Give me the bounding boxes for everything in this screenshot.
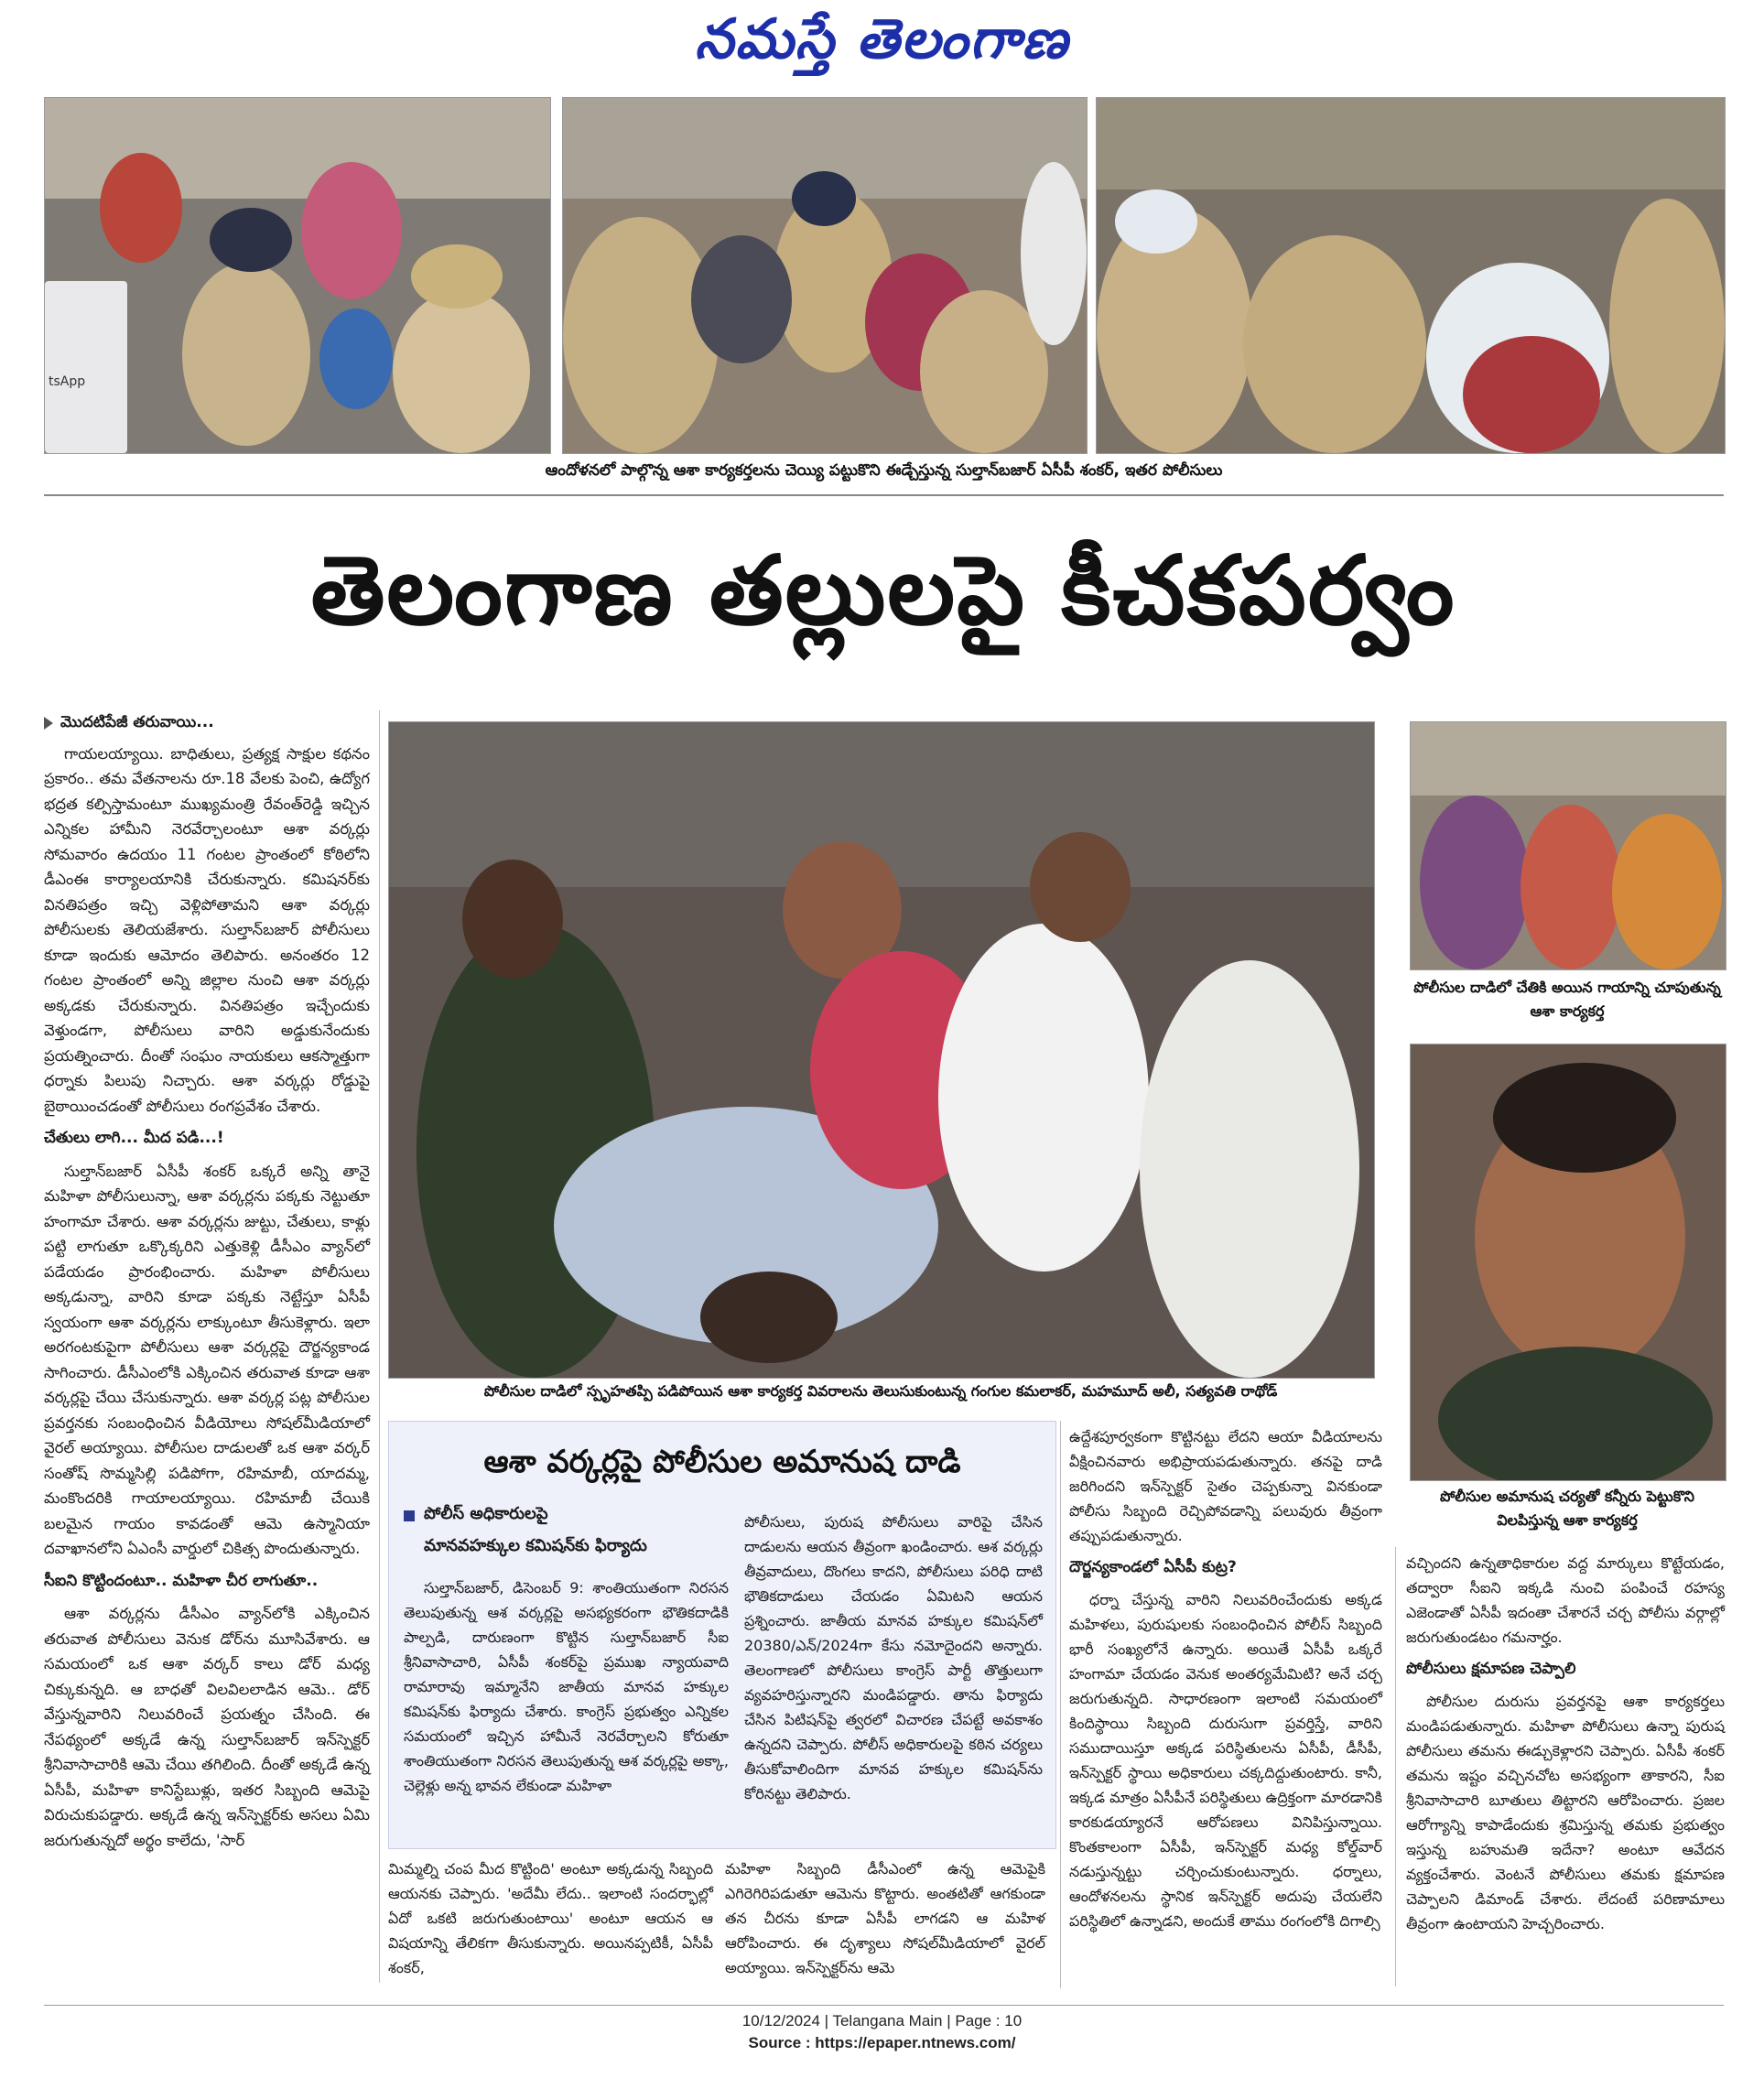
subheading: సీఐని కొట్టిందంటూ.. మహిళా చీర లాగుతూ.. [44, 1571, 319, 1590]
top-photo-2 [562, 97, 1088, 454]
subheading: చేతులు లాగి... మీద పడి...! [44, 1129, 224, 1147]
main-headline: తెలంగాణ తల్లులపై కీచకపర్వం [310, 535, 1456, 646]
right-photo-2-caption: పోలీసుల అమానుష చర్యతో కన్నీరు పెట్టుకొని విలపిస్తున్న ఆశా కార్యకర్త [1439, 1488, 1695, 1529]
column-5: వచ్చిందని ఉన్నతాధికారుల వద్ద మార్కులు కొట్టేయడం, తద్వారా సీఐని ఇక్కడి నుంచి పంపించే రహస్య ఎజెండాతో ఏసీపీ ఇదంతా చేశారనే చర్చ పోలీసు వర్గాల్లో జరుగుతుండటం గమనార్హం. పోలీసులు క్షమాపణ చెప్పాలి పోలీసుల దురుసు ప్రవర్తనపై ఆశా కార్యకర్తలు మండిపడుతున్నారు. మహిళా పోలీసులు ఉన్నా పురుష పోలీసులు తమను ఈడ్చుకెళ్లారని చెప్పారు. ఏసీపీ శంకర్ తమను ఇష్టం వచ్చినచోట అసభ్యంగా తాకారని, సీఐ శ్రీనివాసాచారి బూతులు తిట్టారని ఆరోపించారు. ప్రజల ఆరోగ్యాన్ని కాపాడేందుకు శ్రమిస్తున్న తమకు ప్రభుత్వం ఇస్తున్న బహుమతి ఇదేనా? అంటూ ఆవేదన వ్యక్తంచేశారు. వెంటనే పోలీసులు తమకు క్షమాపణ చెప్పాలని డిమాండ్ చేశారు. లేదంటే పరిణామాలు తీవ్రంగా ఉంటాయని హెచ్చరించారు. [1406, 1554, 1725, 1932]
divider [44, 494, 1724, 496]
article-paragraph: గాయలయ్యాయి. బాధితులు, ప్రత్యక్ష సాక్షుల కథనం ప్రకారం.. తమ వేతనాలను రూ.18 వేలకు పెంచి, ఉద్యోగ భద్రత కల్పిస్తామంటూ ముఖ్యమంత్రి రేవంత్‌రెడ్డి ఇచ్చిన ఎన్నికల హామీని నెరవేర్చాలంటూ ఆశా వర్కర్లు సోమవారం ఉదయం 11 గంటల ప్రాంతంలో కోఠిలోని డీఎంఈ కార్యాలయానికి చేరుకున్నారు. కమిషనర్‌కు వినతిపత్రం ఇచ్చి వెళ్లిపోతామని ఆశా వర్కర్లు పోలీసులకు తెలియజేశారు. సుల్తాన్‌బజార్ పోలీసులు కూడా ఇందుకు ఆమోదం తెలిపారు. అనంతరం 12 గంటల ప్రాంతంలో అన్ని జిల్లాల నుంచి ఆశా వర్కర్లు అక్కడకు చేరుకున్నారు. వినతిపత్రం ఇచ్చేందుకు వెళ్తుండగా, పోలీసులు వారిని అడ్డుకునేందుకు ప్రయత్నించారు. దీంతో సంఘం నాయకులు ఆకస్మాత్తుగా ధర్నాకు పిలుపు నిచ్చారు. ఆశా వర్కర్లు రోడ్డుపై బైఠాయించడంతో పోలీసులు రంగప్రవేశం చేశారు. [44, 744, 370, 1115]
article-paragraph: ఆశా వర్కర్లను డీసీఎం వ్యాన్‌లోకి ఎక్కించిన తరువాత పోలీసులు వెనుక డోర్‌ను మూసివేశారు. ఆ సమయంలో ఒక ఆశా వర్కర్ కాలు డోర్ మధ్య చిక్కుకున్నది. ఆ బాధతో విలవిలలాడిన ఆమె.. డోర్ వేస్తున్నవారిని నిలువరించే ప్రయత్నం చేసింది. ఈ నేపథ్యంలో అక్కడే ఉన్న సుల్తాన్‌బజార్ ఇన్‌స్పెక్టర్ శ్రీనివాసాచారికి ఆమె చేయి తగిలింది. దీంతో అక్కడే ఉన్న ఏసీపీ, మహిళా కానిస్టేబుళ్లు, ఇతర సిబ్బంది ఆమెపై విరుచుకుపడ్డారు. అక్కడే ఉన్న ఇన్‌స్పెక్టర్‌కు అసలు ఏమి జరుగుతున్నదో అర్థం కాలేదు, 'సార్ [44, 1605, 370, 1849]
sidebar-article-box [388, 1421, 1056, 1849]
box-column-2: పోలీసులు, పురుష పోలీసులు వారిపై చేసిన దాడులను ఆయన తీవ్రంగా ఖండించారు. ఆశ వర్కర్లు తీవ్రవాదులు, దొంగలు కాదని, పోలీసులు పరిధి దాటి భౌతికదాడులు చేయడం ఏమిటని ఆయన ప్రశ్నించారు. జాతీయ మానవ హక్కుల కమిషన్‌లో 20380/ఎన్/2024గా కేసు నమోదైందని అన్నారు. తెలంగాణలో పోలీసులు కాంగ్రెస్ పార్టీ తొత్తులుగా వ్యవహరిస్తున్నారని మండిపడ్డారు. తాను ఫిర్యాదు చేసిన పిటిషన్‌పై త్వరలో విచారణ చేపట్టే అవకాశం ఉన్నదని చెప్పారు. పోలీస్ అధికారులపై కఠిన చర్యలు తీసుకోవాలిందిగా మానవ హక్కుల కమిషన్‌ను కోరినట్టు తెలిపారు. [744, 1513, 1043, 1802]
continuation-label: మొదటిపేజీ తరువాయి... [44, 710, 370, 736]
article-paragraph: సుల్తాన్‌బజార్ ఏసీపీ శంకర్ ఒక్కరే అన్ని తానై మహిళా పోలీసులున్నా, ఆశా వర్కర్లను పక్కకు నెట్టుతూ హంగామా చేశారు. ఆశా వర్కర్లను జుట్టు, చేతులు, కాళ్లు పట్టి లాగుతూ ఒక్కొక్కరిని ఎత్తుకెళ్లి డీసీఎం వ్యాన్‌లో పడేయడం ప్రారంభించారు. మహిళా పోలీసులు అక్కడున్నా, వారిని కూడా పక్కకు నెట్టేస్తూ ఏసీపీ స్వయంగా ఆశా వర్కర్లను లాక్కుంటూ తీసుకెళ్లారు. ఇలా అరగంటకుపైగా పోలీసులు ఆశా వర్కర్లపై దౌర్జన్యకాండ సాగించారు. డీసీఎంలోకి ఎక్కించిన తరువాత కూడా ఆశా వర్కర్లపై చేయి చేసుకున్నారు. ఆశా వర్కర్ల పట్ల పోలీసుల ప్రవర్తనకు సంబంధించిన వీడియోలు సోషల్‌మీడియాలో వైరల్ అయ్యాయి. పోలీసుల దాడులతో ఒక ఆశా వర్కర్ సంతోష్ సొమ్మసిల్లి పడిపోగా, రహిమాబీ, యాదమ్మ, మంకొందరికి గాయాలయ్యాయి. రహిమాబీ చేయికి బలమైన గాయం కావడంతో ఆమె ఉస్మానియా దవాఖానలోని ఏఎంసీ వార్డులో చికిత్స పొందుతున్నారు. [44, 1162, 370, 1557]
subheading: పోలీసులు క్షమాపణ చెప్పాలి [1406, 1660, 1576, 1678]
bullet-icon [404, 1510, 415, 1521]
top-photo-3 [1096, 97, 1726, 454]
column-rule [379, 710, 380, 1983]
center-photo [388, 721, 1375, 1379]
right-photo-1-caption: పోలీసుల దాడిలో చేతికి అయిన గాయాన్ని చూపుతున్న ఆశా కార్యకర్త [1413, 979, 1721, 1020]
column-rule [1395, 1547, 1396, 1986]
masthead: నమస్తే తెలంగాణ [694, 7, 1070, 71]
footer-dateline: 10/12/2024 | Telangana Main | Page : 10 [741, 2012, 1023, 2029]
sign-text: tsApp [49, 374, 86, 389]
arrow-icon [44, 717, 53, 730]
top-photos-caption: ఆందోళనలో పాల్గొన్న ఆశా కార్యకర్తలను చెయ్యి పట్టుకొని ఈడ్చేస్తున్న సుల్తాన్‌బజార్ ఏసీపీ శంకర్, ఇతర పోలీసులు [545, 461, 1223, 480]
column-rule [1060, 1421, 1061, 1988]
box-column-1: సుల్తాన్‌బజార్, డిసెంబర్ 9: శాంతియుతంగా నిరసన తెలుపుతున్న ఆశ వర్కర్లపై అసభ్యకరంగా భౌతికదాడికి పాల్పడి, దారుణంగా కొట్టిన సుల్తాన్‌బజార్ సీఐ శ్రీనివాసాచారి, ఏసీపీ శంకర్‌పై ప్రముఖ న్యాయవాది రామారావు ఇమ్మానేని జాతీయ మానవ హక్కుల కమిషన్‌కు ఫిర్యాదు చేశారు. కాంగ్రెస్ ప్రభుత్వం ఎన్నికల సమయంలో ఇచ్చిన హామీనే నెరవేర్చాలని కోరుతూ శాంతియుతంగా నిరసన తెలుపుతున్న ఆశ వర్కర్లపై అక్కా, చెల్లెళ్లు అన్న భావన లేకుండా మహిళా [404, 1579, 729, 1794]
top-photo-1 [44, 97, 551, 454]
footer-rule [44, 2005, 1724, 2006]
footer-source: Source : https://epaper.ntnews.com/ [748, 2034, 1016, 2051]
center-photo-caption: పోలీసుల దాడిలో స్పృహతప్పి పడిపోయిన ఆశా కార్యకర్త వివరాలను తెలుసుకుంటున్న గంగుల కమలాకర్, మహమూద్ అలీ, సత్యవతి రాథోడ్ [483, 1382, 1278, 1400]
box-subheads: పోలీస్ అధికారులపై మానవహక్కుల కమిషన్‌కు ఫిర్యాదు [404, 1504, 742, 1559]
right-photo-2 [1410, 1044, 1726, 1481]
subheading: దౌర్జన్యకాండలో ఏసీపీ కుట్ర? [1069, 1558, 1237, 1576]
right-photo-1 [1410, 721, 1726, 970]
left-column [44, 710, 370, 1858]
below-box-column-2: మహిళా సిబ్బంది డీసీఎంలో ఉన్న ఆమెపైకి ఎగిరెగిరిపడుతూ ఆమెను కొట్టారు. అంతటితో ఆగకుండా తన చీరను కూడా ఏసీపీ లాగడని ఆ మహిళ ఆరోపించారు. ఈ దృశ్యాలు సోషల్‌మీడియాలో వైరల్ అయ్యాయి. ఇన్‌స్పెక్టర్‌ను ఆమె [725, 1860, 1045, 1976]
box-headline: ఆశా వర్కర్లపై పోలీసుల అమానుష దాడి [483, 1444, 961, 1480]
below-box-column-1: మిమ్మల్ని చంప మీద కొట్టింది' అంటూ అక్కడున్న సిబ్బంది ఆయనకు చెప్పారు. 'అదేమీ లేదు.. ఇలాంటి సందర్భాల్లో ఏదో ఒకటి జరుగుతుంటాయి' అంటూ ఆయన ఆ విషయాన్ని తేలికగా తీసుకున్నారు. అయినప్పటికీ, ఏసీపీ శంకర్, [388, 1860, 713, 1976]
source-link[interactable]: https://epaper.ntnews.com/ [815, 2034, 1016, 2051]
column-4: ఉద్దేశపూర్వకంగా కొట్టినట్టు లేదని ఆయా వీడియాలను వీక్షించినవారు అభిప్రాయపడుతున్నారు. తనపై దాడి జరిగిందని ఇన్‌స్పెక్టర్ సైతం చెప్పకున్నా వినకుండా పోలీసు సిబ్బంది రెచ్చిపోవడాన్ని పలువురు తీవ్రంగా తప్పుపడుతున్నారు. దౌర్జన్యకాండలో ఏసీపీ కుట్ర? ధర్నా చేస్తున్న వారిని నిలువరించేందుకు అక్కడ మహిళలు, పురుషులకు సంబంధించిన పోలీస్ సిబ్బంది భారీ సంఖ్యలోనే ఉన్నారు. అయితే ఏసీపీ ఒక్కరే హంగామా చేయడం వెనుక అంతర్యమేమిటి? అనే చర్చ జరుగుతున్నది. సాధారణంగా ఇలాంటి సమయంలో కిందిస్థాయి సిబ్బంది దురుసుగా ప్రవర్తిస్తే, వారిని సముదాయిస్తూ అక్కడ పరిస్థితులను ఏసీపీ, డీసీపీ, ఇన్‌స్పెక్టర్ స్థాయి అధికారులు చక్కదిద్దుతుంటారు. కానీ, ఇక్కడ మాత్రం ఏసీపీనే పరిస్థితులు ఉద్రిక్తంగా మారడానికి కారకుడయ్యారనే ఆరోపణలు వినిపిస్తున్నాయి. కొంతకాలంగా ఏసీపీ, ఇన్‌స్పెక్టర్ మధ్య కోల్డ్‌వార్ నడుస్తున్నట్టు చర్చించుకుంటున్నారు. ధర్నాలు, ఆందోళనలను స్థానిక ఇన్‌స్పెక్టర్ అదుపు చేయలేని పరిస్థితిలో ఉన్నాడని, అందుకే తాము రంగంలోకి దిగాల్సి [1069, 1428, 1382, 1930]
